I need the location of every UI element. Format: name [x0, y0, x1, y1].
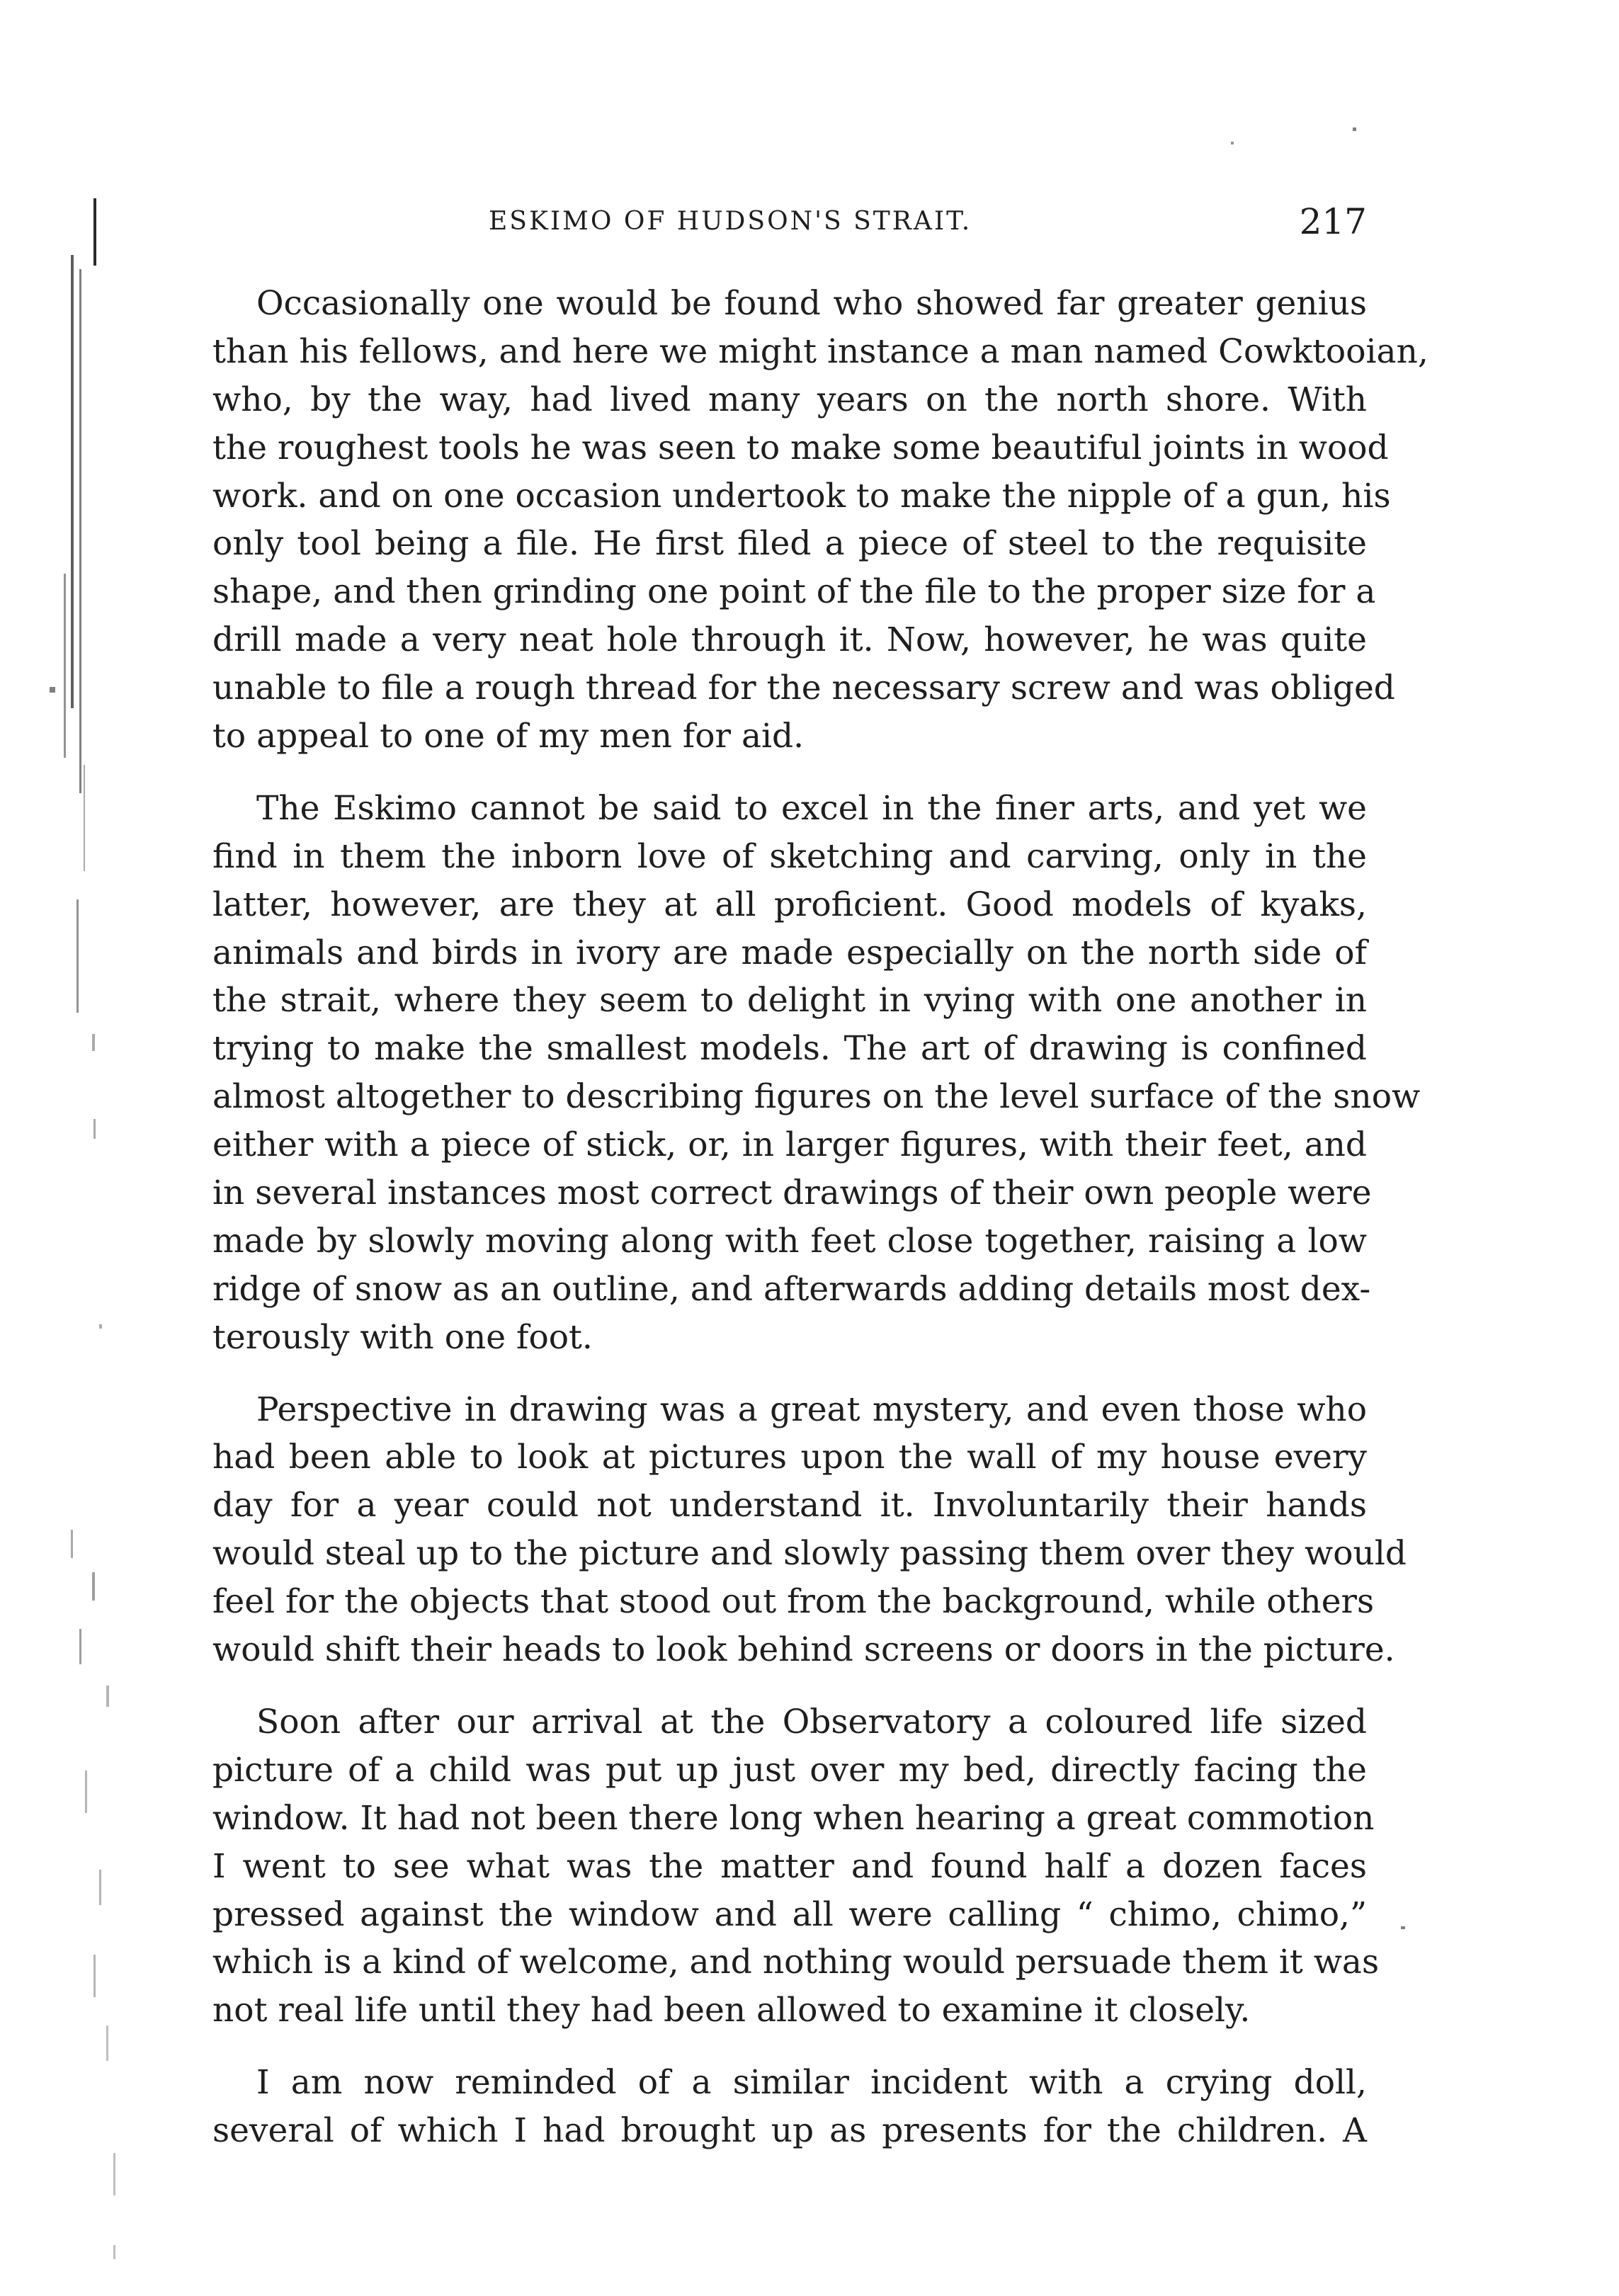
- text-line: not real life until they had been allowed to examine it closely.: [212, 1991, 1251, 2030]
- text-line: shape, and then grinding one point of the file to the proper size for a: [212, 572, 1376, 612]
- scan-artifact-gutter-dot: [106, 2025, 108, 2061]
- scan-artifact-gutter-dot: [85, 1771, 87, 1813]
- scan-artifact-gutter-line: [64, 574, 66, 758]
- text-line: had been able to look at pictures upon the wall of my house every: [212, 1438, 1367, 1477]
- text-line: would shift their heads to look behind screens or doors in the picture.: [212, 1630, 1395, 1670]
- text-line: feel for the objects that stood out from the background, while others: [212, 1582, 1375, 1622]
- text-line: than his fellows, and here we might instance a man named Cowktooian,: [212, 331, 1428, 371]
- page-number: 217: [1299, 201, 1367, 242]
- text-line: Occasionally one would be found who showed far greater genius: [256, 284, 1367, 323]
- text-line: day for a year could not understand it. Involuntarily their hands: [212, 1486, 1367, 1525]
- text-line: to appeal to one of my men for aid.: [212, 717, 805, 756]
- text-line: Perspective in drawing was a great mystery, and even those who: [256, 1389, 1367, 1429]
- scan-artifact-gutter-dot: [99, 1324, 102, 1329]
- text-line: would steal up to the picture and slowly passing them over they would: [212, 1534, 1407, 1574]
- text-line: who, by the way, had lived many years on the north shore. With: [212, 380, 1367, 419]
- text-line: window. It had not been there long when hearing a great commotion: [212, 1798, 1375, 1838]
- text-line: find in them the inborn love of sketching and carving, only in the: [212, 836, 1367, 876]
- text-line: which is a kind of welcome, and nothing would persuade them it was: [212, 1943, 1380, 1982]
- scan-artifact-margin-dot: [1231, 142, 1234, 144]
- paragraph: [212, 2059, 1367, 2155]
- paragraph: [212, 785, 1421, 1362]
- text-line: Soon after our arrival at the Observatory a coloured life sized: [256, 1702, 1367, 1741]
- paragraph: [212, 1386, 1407, 1674]
- text-line: ridge of snow as an outline, and afterwards adding details most dex-: [212, 1269, 1371, 1309]
- scan-artifact-gutter-dot: [93, 1955, 96, 1997]
- text-line: terously with one foot.: [212, 1317, 593, 1357]
- scan-artifact-margin-dot: [1401, 1926, 1405, 1929]
- paragraph: [212, 1698, 1380, 2035]
- scan-artifact-gutter-dot: [92, 1034, 95, 1051]
- body-text: [212, 280, 1428, 2179]
- text-line: The Eskimo cannot be said to excel in the finer arts, and yet we: [256, 788, 1367, 828]
- text-line: I am now reminded of a similar incident with a crying doll,: [256, 2063, 1367, 2103]
- text-line: several of which I had brought up as presents for the children. A: [212, 2111, 1367, 2151]
- scan-artifact-gutter-line: [71, 255, 74, 708]
- scan-artifact-gutter-line: [79, 269, 81, 793]
- text-line: the strait, where they seem to delight in vying with one another in: [212, 981, 1367, 1021]
- page-header: [212, 201, 1367, 256]
- scan-artifact-gutter-dot: [99, 1870, 101, 1905]
- text-line: I went to see what was the matter and found half a dozen faces: [212, 1846, 1367, 1886]
- text-line: only tool being a file. He first filed a piece of steel to the requisite: [212, 524, 1367, 564]
- running-head: ESKIMO OF HUDSON'S STRAIT.: [489, 207, 972, 236]
- scan-artifact-gutter-line: [84, 765, 85, 871]
- text-line: almost altogether to describing figures on the level surface of the snow: [212, 1077, 1421, 1117]
- scan-artifact-gutter-dot: [79, 1629, 81, 1664]
- scan-artifact-gutter-dot: [106, 1686, 109, 1707]
- text-line: either with a piece of stick, or, in larger figures, with their feet, and: [212, 1125, 1367, 1165]
- text-line: drill made a very neat hole through it. Now, however, he was quite: [212, 620, 1367, 660]
- scan-artifact-gutter-line: [93, 198, 96, 266]
- scan-artifact-gutter-dot: [113, 2153, 115, 2195]
- scan-artifact-gutter-dot: [113, 2245, 115, 2259]
- text-line: made by slowly moving along with feet close together, raising a low: [212, 1221, 1367, 1261]
- paragraph: [212, 280, 1428, 761]
- text-line: the roughest tools he was seen to make some beautiful joints in wood: [212, 428, 1389, 467]
- text-line: picture of a child was put up just over my bed, directly facing the: [212, 1750, 1367, 1790]
- text-line: animals and birds in ivory are made especially on the north side of: [212, 933, 1367, 972]
- text-line: unable to file a rough thread for the necessary screw and was obliged: [212, 669, 1395, 708]
- scan-artifact-gutter-dot: [93, 1119, 96, 1139]
- scan-artifact-margin-dot: [1353, 127, 1356, 131]
- scan-artifact-gutter-dot: [92, 1572, 95, 1601]
- text-line: pressed against the window and all were calling “ chimo, chimo,”: [212, 1894, 1367, 1934]
- text-line: in several instances most correct drawings of their own people were: [212, 1173, 1372, 1213]
- scan-artifact-gutter-line: [76, 899, 79, 1013]
- text-line: work. and on one occasion undertook to make the nipple of a gun, his: [212, 476, 1391, 516]
- scan-artifact-gutter-dot: [71, 1530, 73, 1558]
- text-line: trying to make the smallest models. The art of drawing is confined: [212, 1029, 1367, 1069]
- text-line: latter, however, are they at all proficient. Good models of kyaks,: [212, 885, 1367, 924]
- scan-artifact-gutter-dot: [50, 687, 55, 693]
